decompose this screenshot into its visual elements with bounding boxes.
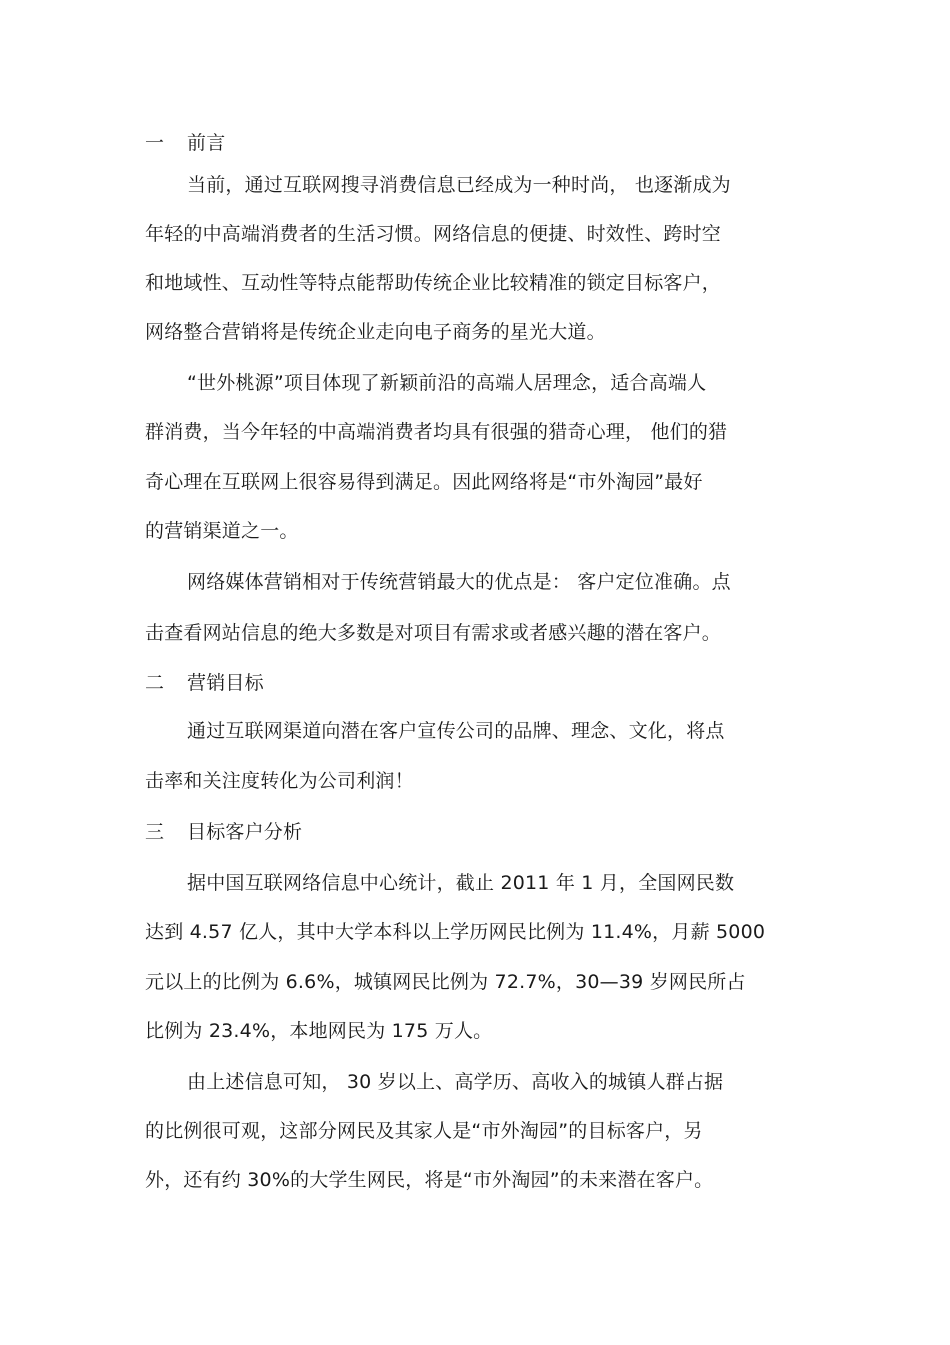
section-heading-target-analysis [145, 820, 302, 844]
paragraph-line: 年轻的中高端消费者的生活习惯。网络信息的便捷、时效性、跨时空 [145, 223, 722, 245]
paragraph-line: 据中国互联网络信息中心统计，截止 2011 年 1 月，全国网民数 [187, 872, 735, 894]
paragraph-line: 群消费，当今年轻的中高端消费者均具有很强的猎奇心理， 他们的猎 [145, 421, 728, 443]
section-number: 一 [145, 132, 165, 154]
paragraph-line: 元以上的比例为 6.6%，城镇网民比例为 72.7%，30—39 岁网民所占 [145, 971, 746, 993]
section-title: 营销目标 [187, 672, 264, 694]
paragraph-line: 达到 4.57 亿人，其中大学本科以上学历网民比例为 11.4%，月薪 5000 [145, 921, 766, 943]
paragraph-line: 通过互联网渠道向潜在客户宣传公司的品牌、理念、文化，将点 [187, 720, 725, 742]
section-heading-preface [145, 131, 225, 155]
paragraph-line: 网络媒体营销相对于传统营销最大的优点是： 客户定位准确。点 [187, 571, 731, 593]
paragraph-line: 奇心理在互联网上很容易得到满足。因此网络将是“市外淘园”最好 [145, 471, 703, 493]
paragraph-line: 网络整合营销将是传统企业走向电子商务的星光大道。 [145, 321, 606, 343]
paragraph-line: 和地域性、互动性等特点能帮助传统企业比较精准的锁定目标客户， [145, 272, 722, 294]
paragraph-line: 外，还有约 30%的大学生网民，将是“市外淘园”的未来潜在客户。 [145, 1169, 714, 1191]
paragraph-line: 当前，通过互联网搜寻消费信息已经成为一种时尚， 也逐渐成为 [187, 174, 731, 196]
section-title: 前言 [187, 132, 226, 154]
paragraph-line: 比例为 23.4%，本地网民为 175 万人。 [145, 1020, 493, 1042]
paragraph-line: 击查看网站信息的绝大多数是对项目有需求或者感兴趣的潜在客户。 [145, 622, 722, 644]
paragraph-line: 击率和关注度转化为公司利润！ [145, 770, 414, 792]
section-number: 二 [145, 672, 165, 694]
section-heading-goals [145, 671, 264, 695]
section-number: 三 [145, 821, 165, 843]
paragraph-line: 的营销渠道之一。 [145, 520, 299, 542]
paragraph-line: 的比例很可观，这部分网民及其家人是“市外淘园”的目标客户，另 [145, 1120, 703, 1142]
paragraph-line: 由上述信息可知， 30 岁以上、高学历、高收入的城镇人群占据 [187, 1071, 724, 1093]
section-title: 目标客户分析 [187, 821, 303, 843]
paragraph-line: “世外桃源”项目体现了新颖前沿的高端人居理念，适合高端人 [187, 372, 707, 394]
